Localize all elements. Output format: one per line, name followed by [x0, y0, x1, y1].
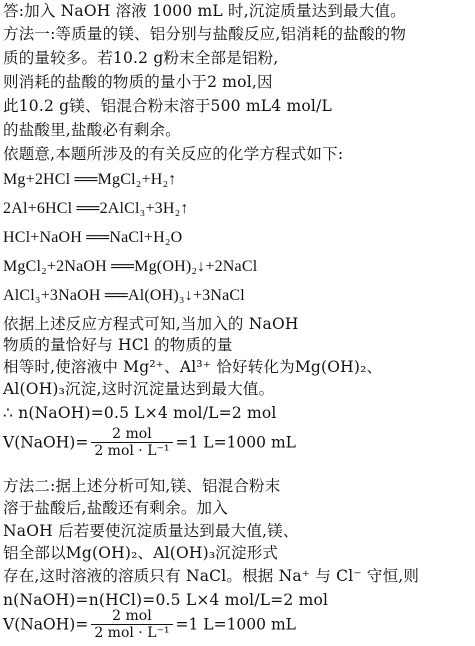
analysis-line-2: 物质的量恰好与 HCl 的物质的量: [3, 336, 233, 354]
method1-line-4: 此10.2 g镁、铝混合粉末溶于500 mL4 mol/L: [3, 97, 332, 115]
fraction: [91, 426, 172, 459]
method1-line-2: 质的量较多。若10.2 g粉末全部是铝粉,: [3, 49, 279, 67]
analysis-line-1: 依据上述反应方程式可知,当加入的 NaOH: [3, 315, 299, 333]
volume-lhs: V(NaOH)=: [3, 433, 89, 452]
n-naoh-calc-2: n(NaOH)=n(HCl)=0.5 L×4 mol/L=2 mol: [3, 591, 329, 609]
method2-line-4: 铝全部以Mg(OH)₂、Al(OH)₃沉淀形式: [3, 544, 279, 562]
method2-line-3: NaOH 后若要使沉淀质量达到最大值,镁、: [3, 522, 299, 540]
analysis-line-4: Al(OH)₃沉淀,这时沉淀量达到最大值。: [3, 380, 275, 398]
fraction-denominator: 2 mol · L⁻¹: [94, 443, 170, 459]
volume-rhs: =1 L=1000 mL: [175, 433, 296, 452]
method2-line-2: 溶于盐酸后,盐酸还有剩余。加入: [3, 499, 228, 517]
equation-1: Mg+2HCl ══MgCl₂+H₂↑: [3, 171, 177, 188]
volume-rhs: =1 L=1000 mL: [175, 615, 296, 634]
method1-line-1: 方法一:等质量的镁、铝分别与盐酸反应,铝消耗的盐酸的物: [3, 25, 407, 43]
fraction-numerator: 2 mol: [91, 426, 172, 443]
method1-line-3: 则消耗的盐酸的物质的量小于2 mol,因: [3, 73, 273, 91]
fraction-denominator: 2 mol · L⁻¹: [94, 625, 170, 641]
equation-3: HCl+NaOH ══NaCl+H₂O: [3, 229, 183, 246]
method1-line-5: 的盐酸里,盐酸必有剩余。: [3, 121, 181, 139]
fraction-numerator: 2 mol: [91, 608, 172, 625]
reactions-intro: 依题意,本题所涉及的有关反应的化学方程式如下:: [3, 145, 344, 163]
method2-line-5: 存在,这时溶液的溶质只有 NaCl。根据 Na⁺ 与 Cl⁻ 守恒,则: [3, 567, 420, 585]
volume-lhs: V(NaOH)=: [3, 615, 89, 634]
volume-calc-2: [3, 608, 296, 641]
method2-line-1: 方法二:据上述分析可知,镁、铝混合粉末: [3, 477, 281, 495]
equation-5: AlCl₃+3NaOH ══Al(OH)₃↓+3NaCl: [3, 287, 245, 304]
volume-calc-1: [3, 426, 296, 459]
n-naoh-calc-1: ∴ n(NaOH)=0.5 L×4 mol/L=2 mol: [3, 404, 277, 422]
equation-2: 2Al+6HCl ══2AlCl₃+3H₂↑: [3, 200, 189, 217]
equation-4: MgCl₂+2NaOH ══Mg(OH)₂↓+2NaCl: [3, 258, 258, 275]
analysis-line-3: 相等时,使溶液中 Mg²⁺、Al³⁺ 恰好转化为Mg(OH)₂、: [3, 358, 383, 376]
fraction: [91, 608, 172, 641]
answer-line: 答:加入 NaOH 溶液 1000 mL 时,沉淀质量达到最大值。: [3, 2, 406, 20]
